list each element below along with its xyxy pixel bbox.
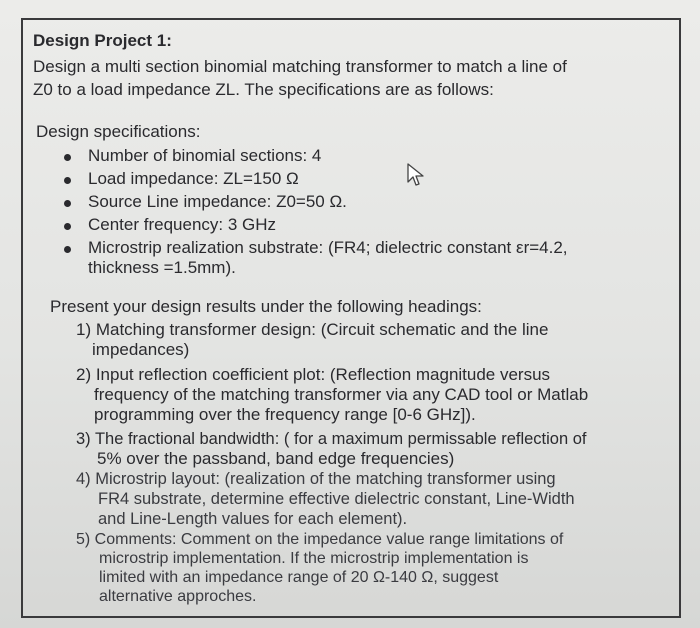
intro-line-1: Design a multi section binomial matching transformer to match a line of bbox=[33, 57, 567, 76]
spec-item-substrate: Microstrip realization substrate: (FR4; dielectric constant εr=4.2, bbox=[88, 238, 568, 257]
result-item-4-line-1: 4) Microstrip layout: (realization of the matching transformer using bbox=[76, 470, 556, 488]
spec-item-sections: Number of binomial sections: 4 bbox=[88, 146, 322, 165]
result-item-5-line-2: microstrip implementation. If the microstrip implementation is bbox=[99, 550, 529, 567]
result-item-1-line-1: 1) Matching transformer design: (Circuit schematic and the line bbox=[76, 320, 549, 339]
results-heading: Present your design results under the following headings: bbox=[50, 297, 482, 316]
bullet-icon bbox=[64, 223, 71, 230]
project-title: Design Project 1: bbox=[33, 31, 172, 50]
result-item-5-line-4: alternative approches. bbox=[99, 588, 257, 605]
result-item-2-line-3: programming over the frequency range [0-6 GHz]). bbox=[94, 405, 476, 424]
spec-item-frequency: Center frequency: 3 GHz bbox=[88, 215, 277, 234]
result-item-4-line-2: FR4 substrate, determine effective dielectric constant, Line-Width bbox=[98, 490, 575, 508]
bullet-icon bbox=[64, 154, 71, 161]
result-item-4-line-3: and Line-Length values for each element). bbox=[98, 510, 408, 528]
result-item-5-line-1: 5) Comments: Comment on the impedance value range limitations of bbox=[76, 531, 564, 548]
result-item-3-line-1: 3) The fractional bandwidth: ( for a maximum permissable reflection of bbox=[76, 430, 587, 448]
intro-line-2: Z0 to a load impedance ZL. The specifications are as follows: bbox=[33, 80, 494, 99]
result-item-5-line-3: limited with an impedance range of 20 Ω-140 Ω, suggest bbox=[99, 569, 499, 586]
spec-item-load: Load impedance: ZL=150 Ω bbox=[88, 169, 299, 188]
spec-item-substrate-cont: thickness =1.5mm). bbox=[88, 258, 236, 277]
bullet-icon bbox=[64, 246, 71, 253]
result-item-1-line-2: impedances) bbox=[92, 340, 190, 359]
bullet-icon bbox=[64, 200, 71, 207]
specs-heading: Design specifications: bbox=[36, 122, 201, 141]
bullet-icon bbox=[64, 177, 71, 184]
result-item-2-line-2: frequency of the matching transformer via any CAD tool or Matlab bbox=[94, 385, 589, 404]
result-item-3-line-2: 5% over the passband, band edge frequencies) bbox=[97, 449, 455, 468]
mouse-pointer-icon bbox=[406, 162, 426, 188]
spec-item-source: Source Line impedance: Z0=50 Ω. bbox=[88, 192, 347, 211]
result-item-2-line-1: 2) Input reflection coefficient plot: (Reflection magnitude versus bbox=[76, 365, 551, 384]
